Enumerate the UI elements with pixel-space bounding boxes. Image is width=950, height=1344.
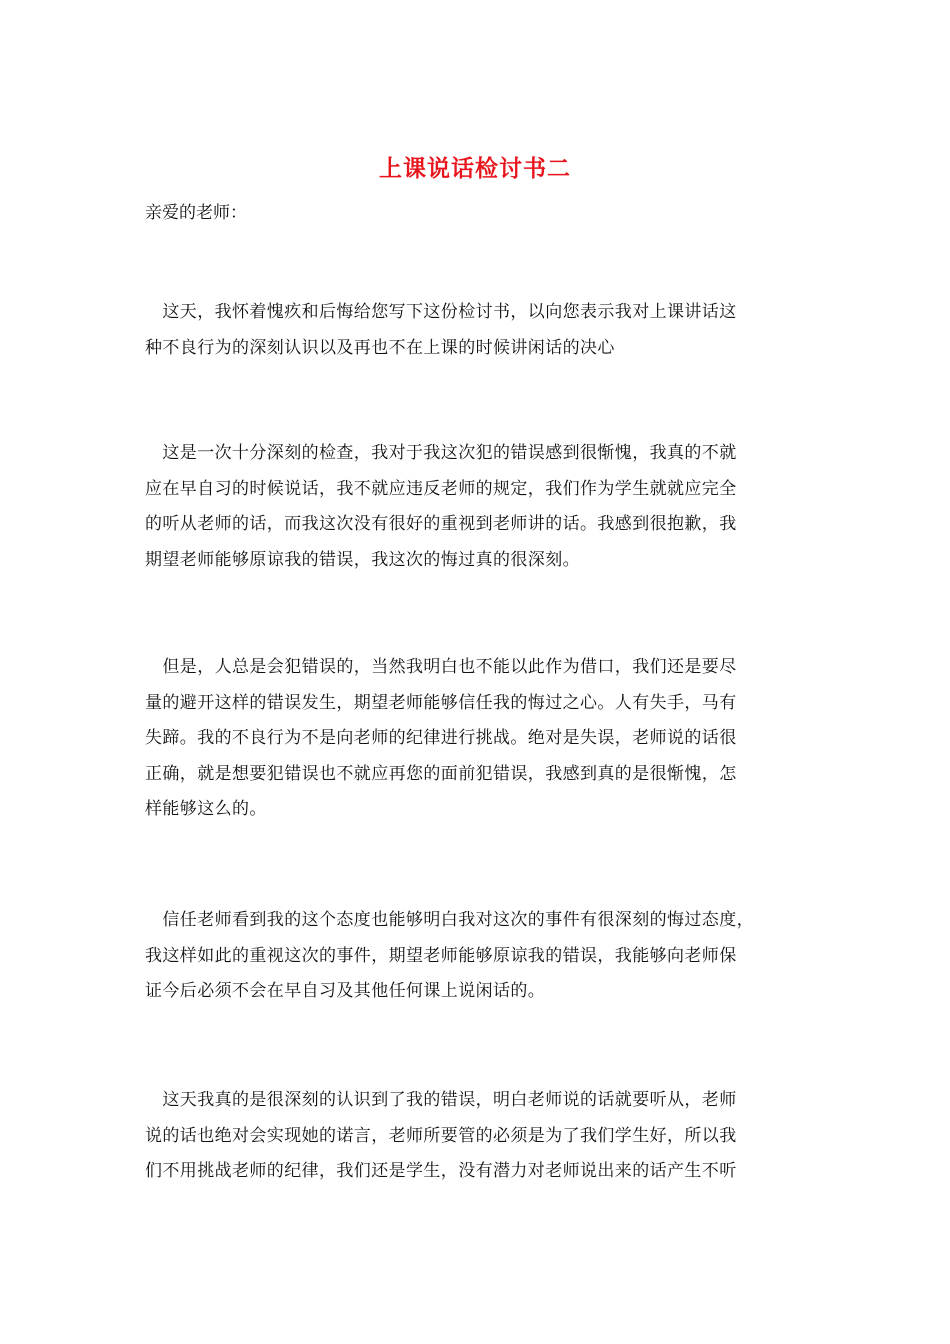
- paragraph-line: 样能够这么的。: [145, 799, 267, 819]
- paragraph-line: 失蹄。我的不良行为不是向老师的纪律进行挑战。绝对是失误，老师说的话很: [145, 728, 737, 748]
- paragraph-line: 证今后必须不会在早自习及其他任何课上说闲话的。: [145, 981, 546, 1001]
- salutation: 亲爱的老师：: [145, 203, 247, 223]
- paragraph-line: 这是一次十分深刻的检查，我对于我这次犯的错误感到很惭愧，我真的不就: [145, 443, 737, 463]
- paragraph-line: 这天我真的是很深刻的认识到了我的错误，明白老师说的话就要听从，老师: [145, 1090, 737, 1110]
- paragraph-4: [145, 903, 810, 1010]
- paragraph-line: 正确，就是想要犯错误也不就应再您的面前犯错误，我感到真的是很惭愧，怎: [145, 763, 737, 784]
- paragraph-line: 们不用挑战老师的纪律，我们还是学生，没有潜力对老师说出来的话产生不听: [145, 1161, 737, 1181]
- paragraph-line: 应在早自习的时候说话，我不就应违反老师的规定，我们作为学生就就应完全: [145, 478, 737, 499]
- paragraph-5: [145, 1083, 810, 1190]
- paragraph-line: 但是，人总是会犯错误的，当然我明白也不能以此作为借口，我们还是要尽: [145, 657, 737, 677]
- paragraph-line: 这天，我怀着愧疚和后悔给您写下这份检讨书，以向您表示我对上课讲话这: [145, 302, 737, 322]
- paragraph-line: 的听从老师的话，而我这次没有很好的重视到老师讲的话。我感到很抱歉，我: [145, 514, 737, 534]
- paragraph-line: 量的避开这样的错误发生，期望老师能够信任我的悔过之心。人有失手，马有: [145, 692, 737, 713]
- paragraph-2: [145, 436, 810, 578]
- paragraph-line: 种不良行为的深刻认识以及再也不在上课的时候讲闲话的决心: [145, 337, 615, 358]
- paragraph-line: 说的话也绝对会实现她的诺言，老师所要管的必须是为了我们学生好，所以我: [145, 1125, 737, 1146]
- paragraph-line: 我这样如此的重视这次的事件，期望老师能够原谅我的错误，我能够向老师保: [145, 945, 737, 966]
- paragraph-1: [145, 295, 810, 366]
- paragraph-line: 信任老师看到我的这个态度也能够明白我对这次的事件有很深刻的悔过态度，: [145, 910, 754, 930]
- document-title: 上课说话检讨书二: [379, 155, 571, 182]
- paragraph-line: 期望老师能够原谅我的错误，我这次的悔过真的很深刻。: [145, 549, 580, 570]
- paragraph-3: [145, 650, 810, 828]
